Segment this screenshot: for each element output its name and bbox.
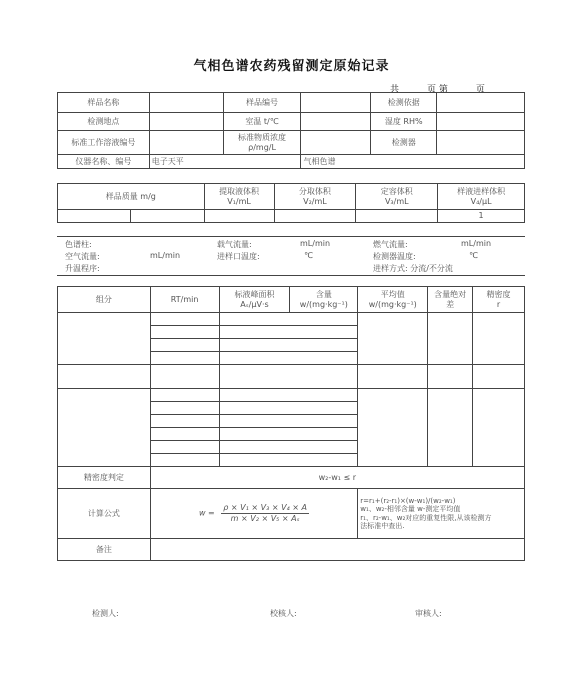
final-volume-header: 定容体积 V₃/mL — [356, 184, 438, 210]
table-cell — [428, 365, 473, 389]
table-cell — [58, 210, 131, 223]
sample-no-label: 样品编号 — [223, 93, 301, 113]
table-cell — [130, 210, 204, 223]
table-cell — [150, 326, 219, 339]
basis-label: 检测依据 — [371, 93, 437, 113]
table-cell — [149, 131, 223, 155]
page-title: 气相色谱农药残留测定原始记录 — [193, 59, 390, 74]
detector-label: 检测器 — [371, 131, 437, 155]
page-info: 共 页 第 页 — [390, 85, 485, 95]
table-cell — [150, 389, 219, 402]
gc-value: 气相色谱 — [301, 155, 525, 169]
header-table — [57, 92, 525, 169]
table-cell — [428, 313, 473, 365]
table-cell — [473, 389, 525, 467]
rt-header: RT/min — [150, 287, 219, 313]
table-cell — [150, 454, 219, 467]
location-label: 检测地点 — [58, 113, 150, 131]
humidity-label: 湿度 RH% — [371, 113, 437, 131]
remark-label: 备注 — [58, 539, 151, 561]
calc-formula: w = $\frac{\text{ρ × V₁ × V₃ × V₄ × A}}{\text{m × V₂ × V₅ × Aₛ}}$ — [150, 489, 358, 539]
precision-formula: w₂-w₁ ≤ r — [150, 467, 524, 489]
table-cell — [58, 389, 151, 467]
table-cell — [149, 93, 223, 113]
table-cell — [219, 326, 358, 339]
calc-label: 计算公式 — [58, 489, 151, 539]
area-header: 标液峰面积 Aₛ/μV·s — [219, 287, 290, 313]
table-cell — [149, 113, 223, 131]
reviewer-label: 审核人: — [415, 609, 442, 618]
table-cell — [219, 402, 358, 415]
std-no-label: 标准工作溶液编号 — [58, 131, 150, 155]
table-cell — [473, 313, 525, 365]
table-cell — [301, 93, 371, 113]
instrument-label: 仪器名称、编号 — [58, 155, 150, 169]
injection-volume-header: 样液进样体积 V₄/μL — [438, 184, 525, 210]
table-cell — [150, 539, 524, 561]
table-cell — [219, 313, 358, 326]
table-cell — [150, 313, 219, 326]
table-cell — [358, 313, 428, 365]
table-cell — [358, 389, 428, 467]
table-cell — [150, 441, 219, 454]
room-temp-label: 室温 t/℃ — [223, 113, 301, 131]
table-cell — [150, 352, 219, 365]
table-cell — [428, 389, 473, 467]
gc-conditions: 色谱柱: 载气流量: mL/min 燃气流量: mL/min 空气流量: mL/min 进样口温度: ℃ 检测器温度: ℃ 升温程序: 进样方式: 分流/不分流 — [57, 236, 525, 276]
table-cell — [150, 365, 219, 389]
precision-label: 精密度判定 — [58, 467, 151, 489]
table-cell — [150, 339, 219, 352]
table-cell — [358, 365, 428, 389]
sample-name-label: 样品名称 — [58, 93, 150, 113]
table-cell — [219, 389, 358, 402]
table-cell — [219, 415, 358, 428]
table-cell — [150, 428, 219, 441]
table-cell — [437, 113, 525, 131]
table-cell — [274, 210, 356, 223]
table-cell — [219, 441, 358, 454]
sample-mass-header: 样品质量 m/g — [58, 184, 205, 210]
table-cell — [150, 402, 219, 415]
table-cell — [150, 415, 219, 428]
content-header: 含量 w/(mg·kg⁻¹) — [290, 287, 358, 313]
tester-label: 检测人: — [92, 609, 119, 618]
balance-value: 电子天平 — [149, 155, 301, 169]
extract-volume-header: 提取液体积 V₁/mL — [204, 184, 274, 210]
table-cell — [219, 454, 358, 467]
table-cell — [301, 131, 371, 155]
aliquot-volume-header: 分取体积 V₂/mL — [274, 184, 356, 210]
precision-header: 精密度 r — [473, 287, 525, 313]
table-cell — [356, 210, 438, 223]
component-header: 组分 — [58, 287, 151, 313]
table-cell — [58, 313, 151, 365]
table-cell — [219, 428, 358, 441]
injection-volume-value: 1 — [438, 210, 525, 223]
std-conc-label: 标准物质浓度 ρ/mg/L — [223, 131, 301, 155]
checker-label: 校核人: — [270, 609, 297, 618]
table-cell — [219, 365, 358, 389]
table-cell — [204, 210, 274, 223]
table-cell — [58, 365, 151, 389]
calc-notes: r=r₁+(r₂-r₁)×(w-w₁)/(w₂-w₁) w₁、w₂-相邻含量 w-测定平均值 r₁、r₂-w₁、w₂对应的重复性限,从该检测方 法标准中查出. — [358, 489, 525, 539]
diff-header: 含量绝对差 — [428, 287, 473, 313]
table-cell — [219, 339, 358, 352]
table-cell — [473, 365, 525, 389]
sample-table — [57, 183, 525, 223]
table-cell — [219, 352, 358, 365]
table-cell — [437, 93, 525, 113]
results-table — [57, 286, 525, 561]
table-cell — [437, 131, 525, 155]
table-cell — [301, 113, 371, 131]
average-header: 平均值 w/(mg·kg⁻¹) — [358, 287, 428, 313]
